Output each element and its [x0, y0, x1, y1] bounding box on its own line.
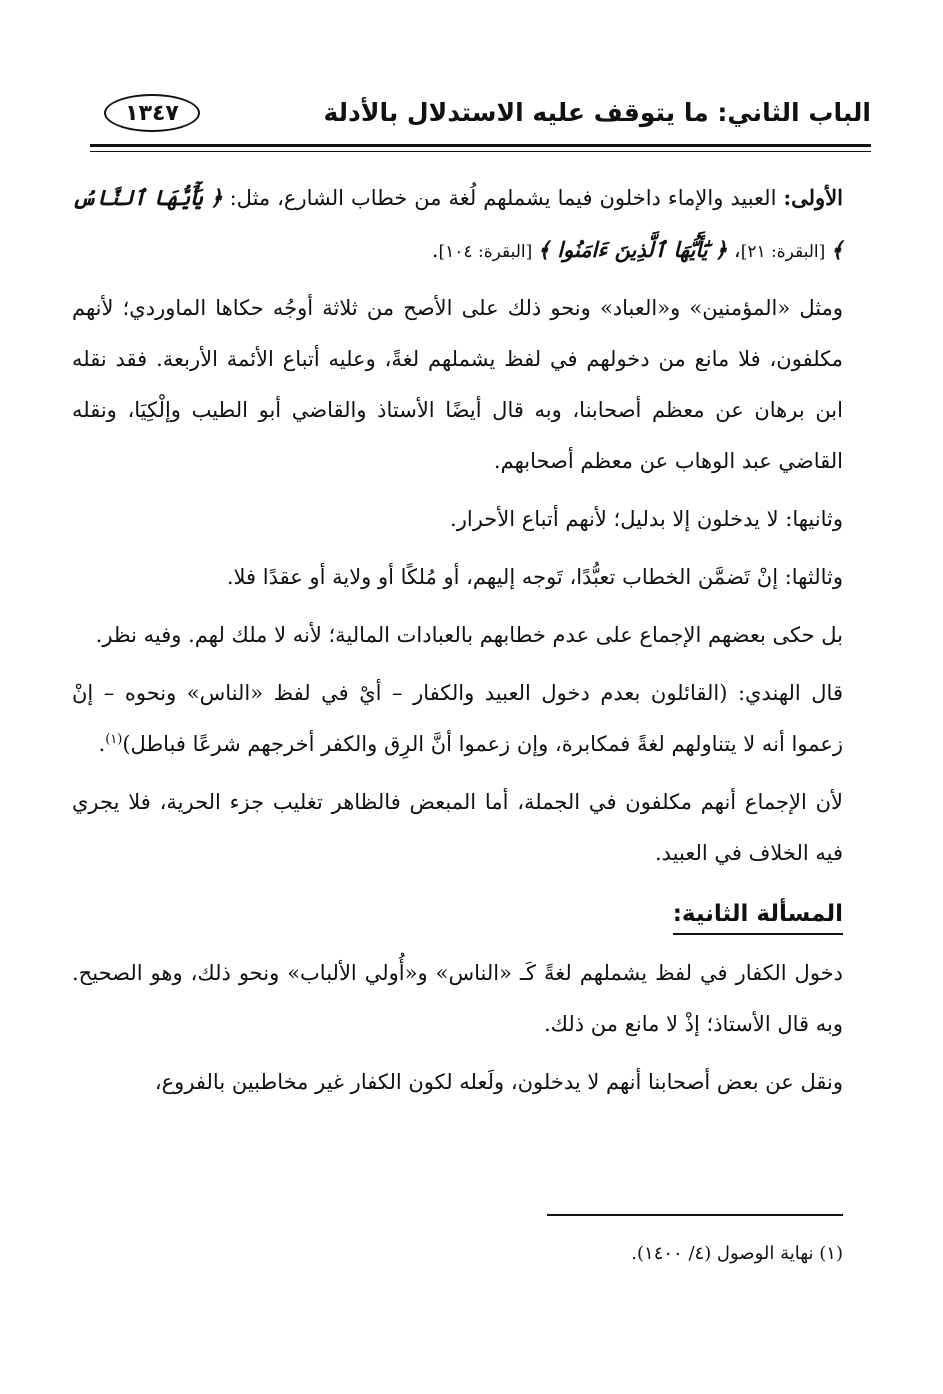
header-rule-thin	[90, 151, 871, 152]
verse-reference: [البقرة: ٢١]	[740, 242, 831, 262]
verse-reference: [البقرة: ١٠٤]	[438, 242, 538, 262]
lead-word: الأولى:	[783, 185, 844, 210]
paragraph: دخول الكفار في لفظ يشملهم لغةً كَـ «الناس» و«أُولي الألباب» ونحو ذلك، وهو الصحيح. وبه قال الأستاذ؛ إذْ لا مانع من ذلك.	[72, 961, 843, 1036]
section-heading: المسألة الثانية:	[673, 895, 843, 935]
header-rule-thick	[90, 144, 871, 147]
page-header	[96, 92, 871, 136]
quran-verse: ﴿ يَٰٓأَيُّهَا ٱلَّذِينَ ءَامَنُوا ﴾	[537, 237, 728, 262]
quote-text: قال الهندي: (القائلون بعدم دخول العبيد والكفار – أيْ في لفظ «الناس» ونحوه – إنْ زعموا أنه لا يتناولهم لغةً فمكابرة، وإن زعموا أنَّ الرِق والكفر أخرجهم شرعًا فباطل)	[72, 681, 843, 756]
paragraph: بل حكى بعضهم الإجماع على عدم خطابهم بالعبادات المالية؛ لأنه لا ملك لهم. وفيه نظر.	[95, 623, 843, 647]
separator: ،	[727, 238, 741, 262]
paragraph: وثالثها: إنْ تَضمَّن الخطاب تعبُّدًا، تَوجه إليهم، أو مُلكًا أو ولاية أو عقدًا فلا.	[226, 565, 843, 589]
paragraph: ونقل عن بعض أصحابنا أنهم لا يدخلون، ولَعله لكون الكفار غير مخاطبين بالفروع،	[154, 1070, 843, 1094]
main-text	[72, 172, 843, 1115]
paragraph-text: العبيد والإماء داخلون فيما يشملهم لُغة من خطاب الشارع، مثل:	[222, 186, 784, 210]
footnote-divider	[547, 1214, 843, 1216]
paragraph: ومثل «المؤمنين» و«العباد» ونحو ذلك على الأصح من ثلاثة أوجُه حكاها الماوردي؛ لأنهم مكلفون، فلا مانع من دخولهم في لفظ يشملهم لغةً، وعليه أتباع الأئمة الأربعة. فقد نقله ابن برهان عن معظم أصحابنا، وبه قال أيضًا الأستاذ والقاضي أبو الطيب وإلْكِيَا، ونقله القاضي عبد الوهاب عن معظم أصحابهم.	[72, 296, 843, 473]
paragraph: لأن الإجماع أنهم مكلفون في الجملة، أما المبعض فالظاهر تغليب جزء الحرية، فلا يجري فيه الخلاف في العبيد.	[72, 790, 843, 865]
footnote-marker: (١)	[105, 732, 123, 747]
sentence-end: .	[98, 732, 106, 756]
running-title: الباب الثاني: ما يتوقف عليه الاستدلال بالأدلة	[323, 98, 871, 127]
paragraph: وثانيها: لا يدخلون إلا بدليل؛ لأنهم أتباع الأحرار.	[450, 507, 843, 531]
paragraph-first-opinion	[72, 172, 843, 278]
footnote: (١) نهاية الوصول (٤/ ١٤٠٠).	[631, 1243, 843, 1264]
sentence-end: .	[431, 238, 439, 262]
page-number: ١٣٤٧	[104, 94, 200, 132]
quran-verse: ﴿ يَٰٓأَيُّهَا ٱلنَّاسُ ﴾	[72, 185, 843, 262]
paragraph-quote	[72, 668, 843, 770]
